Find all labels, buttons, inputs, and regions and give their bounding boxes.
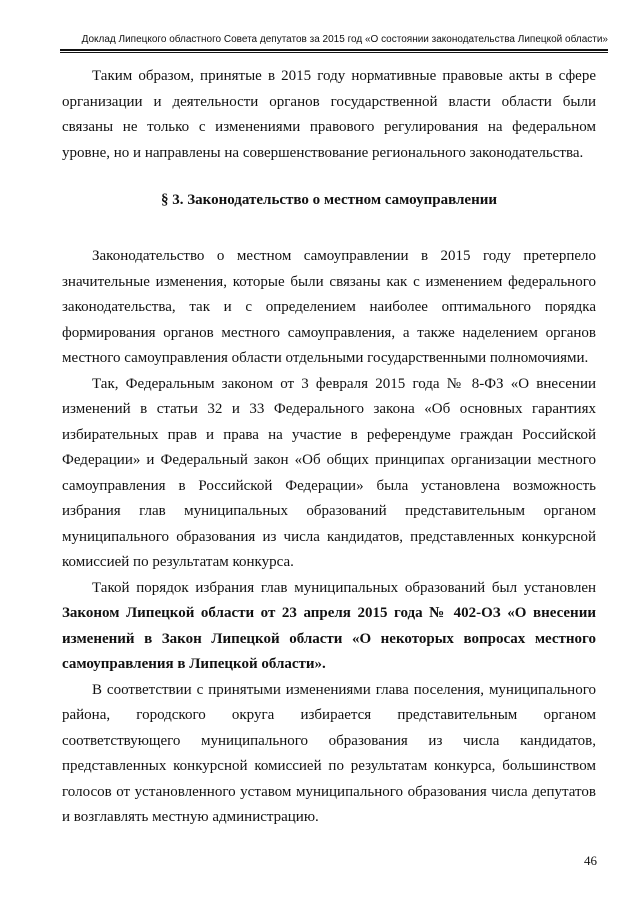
paragraph: Таким образом, принятые в 2015 году нормативные правовые акты в сфере организации и деятельности органов государственной власти области были связаны не только с изменениями правового регулирования на федеральном уровне, но и направлены на совершенствование регионального законодательства. (62, 68, 596, 161)
section-heading: § 3. Законодательство о местном самоуправлении (160, 192, 497, 208)
law-reference: Законом Липецкой области от 23 апреля 2015 года № 402-ОЗ «О внесении изменений в Закон Липецкой области «О некоторых вопросах местного самоуправления в Липецкой области». (62, 605, 596, 672)
document-body (62, 64, 596, 831)
paragraph-intro: Такой порядок избрания глав муниципальных образований был установлен (92, 579, 596, 596)
paragraph (62, 576, 596, 678)
running-header: Доклад Липецкого областного Совета депутатов за 2015 год «О состоянии законодательства Липецкой области» (81, 34, 608, 45)
paragraph: Так, Федеральным законом от 3 февраля 2015 года № 8-ФЗ «О внесении изменений в статьи 32 и 33 Федерального закона «Об основных гарантиях избирательных прав и права на участие в референдуме граждан Российской Федерации» и Федеральный закон «Об общих принципах организации местного самоуправления в Российской Федерации» была установлена возможность избрания глав муниципальных образований представительным органом муниципального образования из числа кандидатов, представленных конкурсной комиссией по результатам конкурса. (62, 375, 596, 570)
paragraph: В соответствии с принятыми изменениями глава поселения, муниципального района, городского округа избирается представительным органом соответствующего муниципального образования из числа кандидатов, представленных конкурсной комиссией по результатам конкурса, большинством голосов от установленного уставом муниципального образования числа депутатов и возглавлять местную администрацию. (62, 681, 596, 825)
paragraph: Законодательство о местном самоуправлении в 2015 году претерпело значительные изменения, которые были связаны как с изменением федерального законодательства, так и с определением наиболее оптимального порядка формирования органов местного самоуправления, а также наделением органов местного самоуправления области отдельными государственными полномочиями. (62, 248, 596, 366)
header-rule (60, 49, 608, 53)
page-number: 46 (584, 853, 597, 868)
